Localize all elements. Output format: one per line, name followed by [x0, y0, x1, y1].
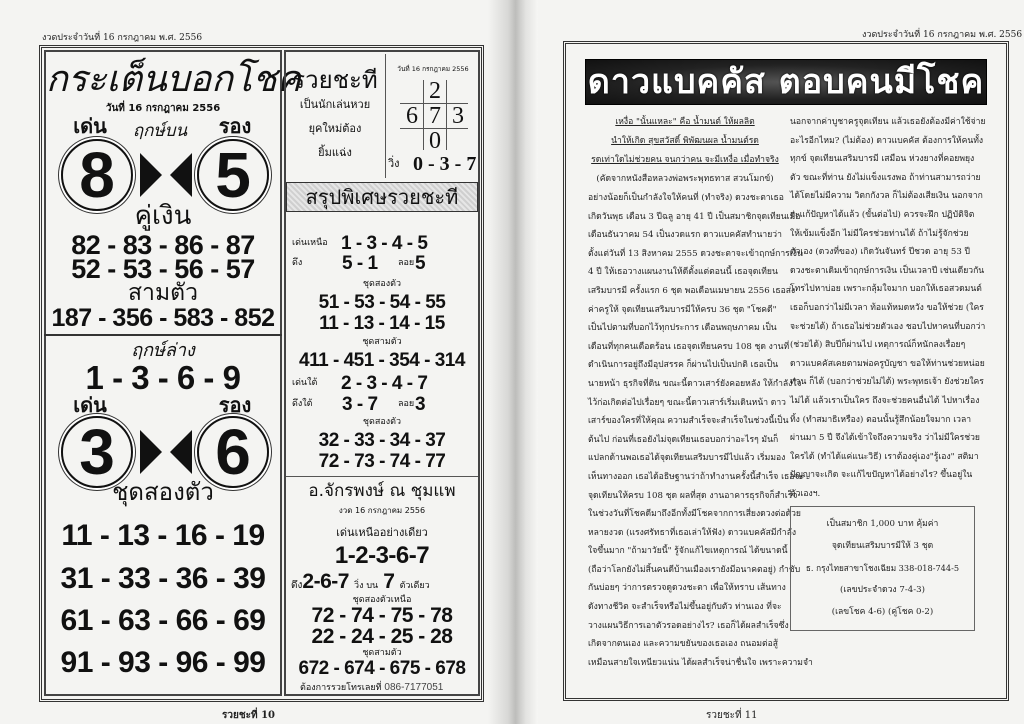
article-line: เป็นไปตามที่บอกไว้ทุกประการ เดือนพฤษภาคม เป็น	[588, 323, 777, 334]
section-divider	[286, 476, 478, 477]
ruaychati-divider	[385, 54, 386, 178]
triple-title: สามตัว	[128, 280, 198, 306]
article-line: เหมือนสายใจเหนียวแน่น ได้ผลสำเร็จน่าชื่นใจ เพราะความจำ	[588, 657, 813, 668]
three-row: 672 - 674 - 675 - 678	[298, 658, 466, 679]
article-line: ต้นไป ก่อนที่เธอยังไม่จุดเทียนเธอบอกว่าอะไรๆ มันก็	[588, 434, 779, 445]
grid-bottom-digit: 0	[429, 128, 441, 154]
article-line: ดาวแบคคัสเคยตามพ่อครูบัญชา ขอให้ท่านช่วยหน่อย	[790, 358, 985, 369]
pull-digits: 5 - 1	[342, 253, 378, 274]
two-row: 22 - 24 - 25 - 28	[311, 625, 453, 648]
two-digit-row: 31 - 33 - 36 - 39	[60, 562, 266, 595]
article-right-column	[790, 113, 986, 503]
phone-number: 086-7177051	[384, 682, 444, 693]
run-label: วิ่ง บน	[354, 581, 379, 591]
lower-float-label: ลอย	[398, 399, 415, 409]
article-line: ไว้ก่อเกิดต่อไปเรื่อยๆ ขณะนี้ดาวเสาร์เริ่มเดินหน้า ดาว	[588, 397, 786, 408]
article-line: โทรไปหาบ่อย เพราะกลุ้มใจมาก บอกให้เธอสวดมนต์	[790, 284, 982, 295]
pair-title: คู่เงิน	[134, 201, 192, 231]
article-line: ค่าครูให้ จุดเทียนเสริมบารมีให้ครบ 36 ชุด "โชคดี"	[588, 304, 777, 315]
article-line: ไม่ได้ แล้วเราเป็นใคร ถึงจะช่วยคนอื่นได้ ไปหาเรื่อง	[790, 395, 980, 406]
two-title: ชุดสองตัว	[362, 279, 402, 289]
membership-box	[790, 506, 975, 631]
article-line: อะไรอีกไหม? (ไม่ต้อง) ดาวแบคคัส ต้องการให้คนทั้ง	[790, 135, 984, 146]
bank-account: ธ. กรุงไทยสาขาโชงเฉียม 338-018-744-5	[805, 563, 960, 573]
article-line: (ถือว่าโลกยังไม่สิ้นคนดีบ้านเมืองเรายังมีอนาคตอยู่) กำชับ	[588, 564, 801, 575]
ruaychati-slogan: ยุคใหม่ต้อง	[308, 122, 362, 135]
run-digit: 7	[383, 570, 395, 593]
headline-line: นำให้เกิด สุขสวัสดิ์ พิพัฒนผล น้ำมนต์รด	[611, 136, 759, 146]
headline-line: เหงื่อ "นั้นแหละ" คือ น้ำมนต์ ให้ผลลิต	[615, 117, 755, 127]
pull-digits: 2-6-7	[302, 570, 349, 593]
lower-second-label: รอง	[218, 393, 252, 417]
article-line: เดือนธันวาคม 54 เป็นงวดแรก ดาวแบคคัสทำนายว่า	[588, 230, 782, 241]
two-row: 51 - 53 - 54 - 55	[318, 292, 446, 313]
jakkrapong-date: งวด 16 กรกฎาคม 2556	[338, 506, 426, 515]
upper-label: เด่นเหนือ	[292, 238, 328, 248]
article-line: นายหน้า ธุรกิจที่ดิน ขณะนี้ดาวเสาร์ยังคอยหลัง ให้กำลังใจ	[588, 378, 802, 389]
float-digit: 5	[415, 253, 426, 274]
pull-label: ดึง	[291, 580, 303, 591]
article-line: ตัว ขณะที่ท่าน ยังไม่แข็งแรงพอ ถ้าท่านสามารถว่าย	[790, 172, 981, 183]
right-page-header: งวดประจำวันที่ 16 กรกฎาคม พ.ศ. 2556	[862, 30, 1023, 40]
article-line: เกิดจากตนเอง และความขยันของเธอเอง ถนอมต่อสู้	[588, 639, 779, 650]
arrow-right-icon	[140, 153, 162, 197]
membership-line: เป็นสมาชิก 1,000 บาท คุ้มค่า	[826, 519, 939, 529]
lower-lead-circle: 3	[61, 416, 133, 488]
two-row: 11 - 13 - 14 - 15	[319, 313, 445, 334]
upper-lead-label: เด่น	[73, 114, 107, 138]
article-line: ดวงชะตาเดิมเข้าฤกษ์การเงิน เป็นเวลาปี เช่นเดียวกัน	[790, 265, 985, 276]
jakkrapong-name: อ.จักรพงษ์ ณ ชุมแพ	[308, 481, 456, 501]
grid-top-digit: 2	[429, 78, 441, 104]
upper-lead-circle: 8	[61, 139, 133, 211]
left-page-footer: รวยชะที่ 10	[222, 710, 275, 721]
article-line: ดังทางชีวิต จะสำเร็จหรือไม่ขึ้นอยู่กับตัว ท่านเอง ที่จะ	[588, 602, 782, 613]
page-spine	[488, 0, 538, 724]
pull-run-line	[291, 571, 430, 593]
article-line: ใครได้ (ทำได้แค่แนะวิธี) เราต้องคู่เอง"รู้เอง" สติมา	[790, 451, 979, 462]
upper-auspice-label: ฤกษ์บน	[132, 121, 188, 141]
article-line: ท่าน ก็ได้ (บอกว่าช่วยไม่ได้) พระพุทธเจ้า ยังช่วยใคร	[790, 377, 984, 388]
article-line: ดำเนินการอยู่ถึงมีอุปสรรค ก็ผ่านไปเป็นปกติ เธอเป็น	[588, 360, 779, 371]
lower-digits: 1 - 3 - 6 - 9	[85, 359, 241, 396]
lower-digits: 2 - 3 - 4 - 7	[341, 373, 428, 394]
membership-line: (เลขโชค 4-6) (คู่โชค 0-2)	[831, 607, 934, 617]
article-line: เสาร์ของใครที่ให้คุณ ความสำเร็จจะสำเร็จในช่วงนี้เป็น	[588, 416, 789, 427]
article-line: หลายงวด (แรงศรัทธาที่เธอเล่าให้ฟัง) ดาวแบคคัสมีกำลัง	[588, 527, 797, 538]
lower-lead-label: เด่น	[73, 393, 107, 417]
lower-label: เด่นใต้	[292, 378, 318, 388]
article-line: เธอก็บอกว่าไม่มีเวลา ท้อแท้หมดหวัง ขอให้ช่วย (ใคร	[790, 302, 984, 313]
right-page-footer: รวยชะที่ 11	[706, 710, 758, 721]
ruaychati-slogan: ยิ้มแฉ่ง	[318, 146, 352, 159]
two-digit-row: 61 - 63 - 66 - 69	[60, 604, 266, 637]
headline-line: รดเท่าใดไม่ช่วยคน จนกว่าคน จะมีเหงื่อ เมื่อทำจริง	[591, 155, 779, 165]
article-line: นอกจากค่าบูชาครูจุดเทียน แล้วเธอยังต้องมีค่าใช้จ่าย	[790, 117, 986, 127]
arrow-right-icon	[140, 430, 162, 474]
article-line: (ช่วยได้) สิบปีก็ผ่านไป เหตุการณ์ก็หนักลงเรื่อยๆ	[790, 340, 966, 351]
ruaychati-date: วันที่ 16 กรกฎาคม 2556	[397, 65, 469, 73]
article-line: เห็นทางออก เธอได้อธิษฐานว่าถ้าทำงานครั้งนี้สำเร็จ เธอจะ	[588, 471, 805, 482]
kraten-title: กระเต็นบอกโชค	[46, 59, 301, 100]
phone-label: ต้องการรวยโทรเลยที่	[300, 683, 382, 693]
summary-banner: สรุปพิเศษรวยชะที	[286, 182, 478, 212]
article-line: 4 ปี ให้เธอวางแผนงานให้ดีตั้งแต่ตอนนี้ เธอจุดเทียน	[588, 267, 778, 278]
arrow-left-icon	[170, 153, 192, 197]
membership-line: จุดเทียนเสริมบารมีให้ 3 ชุด	[831, 541, 934, 551]
run-digits: 0 - 3 - 7	[413, 153, 477, 175]
lower-two-row: 72 - 73 - 74 - 77	[318, 451, 446, 472]
pull-label: ดึง	[292, 258, 303, 268]
two-digit-title: ชุดสองตัว	[112, 478, 214, 506]
article-banner: ดาวแบคคัส ตอบคนมีโชค	[585, 59, 987, 105]
article-line: จะแก้ปัญหาได้แล้ว (ขั้นต่อไป) ควรจะฝึก ปฏิบัติจิต	[790, 209, 975, 220]
lower-two-title: ชุดสองตัว	[362, 417, 402, 427]
three-title: ชุดสามตัว	[362, 337, 402, 347]
grid-right-digit: 3	[452, 103, 464, 129]
headline-credit: (คัดจากหนังสือหลวงพ่อพระพุทธทาส สวนโมกข์)	[596, 174, 774, 184]
lower-float-digit: 3	[415, 394, 426, 415]
membership-line: (เลขประจำดวง 7-4-3)	[840, 585, 925, 595]
grid-center-digit: 7	[429, 103, 441, 129]
article-line: ตั้งแต่วันที่ 13 สิงหาคม 2555 ดวงชะตาจะเข้าฤกษ์การเงิน	[588, 248, 803, 259]
article-line: ผ่านมา 5 ปี จึงได้เข้าใจถึงความจริง ว่าไม่มีใครช่วย	[790, 433, 980, 444]
article-line: เกิดวันพุธ เดือน 3 ปีฉลู อายุ 41 ปี เป็นสมาชิกจุดเทียนเมื่อ	[588, 211, 801, 222]
pair-row: 82 - 83 - 86 - 87	[71, 230, 255, 260]
article-line: จุดเทียนให้ครบ 108 ชุด ผลที่สุด งานอาคารธุรกิจก็สำเร็จ	[588, 490, 798, 501]
two-digit-row: 91 - 93 - 96 - 99	[60, 646, 266, 679]
article-line: ได้โดยไม่มีความ วิตกกังวล ก็ไม่ต้องเสียเงิน นอกจาก	[790, 191, 983, 202]
kraten-divider	[44, 334, 282, 336]
two-title: ชุดสองตัวเหนือ	[352, 595, 412, 605]
arrow-left-icon	[170, 430, 192, 474]
article-line: อย่างน้อยก็เป็นกำลังใจให้คนที่ (ทำจริง) ดวงชะตาเธอ	[588, 193, 784, 203]
kraten-date: วันที่ 16 กรกฎาคม 2556	[105, 103, 221, 114]
triple-row: 187 - 356 - 583 - 852	[51, 304, 275, 332]
three-row: 411 - 451 - 354 - 314	[299, 350, 465, 371]
lower-second-circle: 6	[197, 416, 269, 488]
article-line: เดือนที่ทุกคนเดือดร้อน เธอจุดเทียนครบ 108 ชุด งานที่	[588, 341, 790, 352]
single-label: ตัวเดียว	[399, 581, 430, 591]
lower-auspice-label: ฤกษ์ล่าง	[131, 340, 195, 361]
article-line: ปัญญาจะเกิด จะแก้ไขปัญหาได้อย่างไร? ขึ้นอยู่ใน	[790, 470, 973, 481]
lower-two-row: 32 - 33 - 34 - 37	[318, 430, 446, 451]
left-page-header: งวดประจำวันที่ 16 กรกฎาคม พ.ศ. 2556	[42, 33, 203, 43]
upper-digits: 1 - 3 - 4 - 5	[341, 233, 428, 254]
lower-pull-digits: 3 - 7	[342, 394, 378, 415]
article-line: ในช่วงวันที่โชคดีมาถึงอีกทั้งมีโชคจากการเสี่ยงดวงต่อด้วย	[588, 509, 801, 520]
article-line: ทิ้ง (ทำสมาธิเหรือง) ตอนนั้นรู้สึกน้อยใจมาก เวลา	[790, 414, 972, 425]
upper-second-circle: 5	[197, 139, 269, 211]
lower-pull-label: ดึงใต้	[292, 399, 313, 409]
grid-left-digit: 6	[406, 103, 418, 129]
article-line: จะช่วยได้) ถ้าเธอไม่ช่วยตัวเอง ชอบไปหาคนที่บอกว่า	[790, 321, 986, 332]
ruaychati-slogan: เป็นนักเล่นหวย	[299, 98, 371, 111]
ruaychati-title: รวยชะที	[292, 66, 378, 94]
pair-row: 52 - 53 - 56 - 57	[71, 254, 255, 284]
only-upper-label: เด่นเหนืออย่างเดียว	[336, 526, 428, 539]
article-line: ใจขึ้นมาก "ถ้ามาวัยนี้" รู้จักแก้ไขเหตุการณ์ ได้ขนาดนี้	[588, 546, 788, 557]
article-line: แปลกด้านพอเธอได้จุดเทียนเสริมบารมีไปแล้ว เริ่มมอง	[588, 453, 786, 464]
phone-line	[300, 682, 443, 694]
three-title: ชุดสามตัว	[362, 648, 402, 658]
article-line: ทุกข์ จุดเทียนเสริมบารมี เสมือน ห่วงยางที่คอยพยุง	[790, 154, 975, 165]
article-line: กันบ่อยๆ ว่าการตรวจดูดวงชะตา เพื่อให้ทราบ เส้นทาง	[588, 583, 786, 594]
two-digit-row: 11 - 13 - 16 - 19	[61, 519, 265, 552]
float-label: ลอย	[398, 258, 415, 268]
article-line: วางแผนวิธีการเอาตัวรอดอย่างไร? เธอก็ได้ผลสำเร็จซึ่ง	[588, 620, 789, 631]
article-line: ให้เข้มแข็งอีก ไม่มีใครช่วยท่านได้ ถ้าไม่รู้จักช่วย	[790, 228, 969, 239]
upper-second-label: รอง	[218, 114, 252, 138]
article-line: ตัวเองฯ.	[790, 488, 821, 499]
article-line: เสริมบารมี ครั้งแรก 6 ชุด พอเดือนเมษายน 2556 เธอส่ง	[588, 285, 796, 296]
two-row: 72 - 74 - 75 - 78	[311, 604, 453, 627]
run-label: วิ่ง	[388, 157, 400, 170]
article-line: ตัวเอง (ดวงที่ของ) เกิดวันจันทร์ ปีชวด อายุ 53 ปี	[790, 247, 971, 258]
only-upper-digits: 1-2-3-6-7	[334, 542, 430, 569]
